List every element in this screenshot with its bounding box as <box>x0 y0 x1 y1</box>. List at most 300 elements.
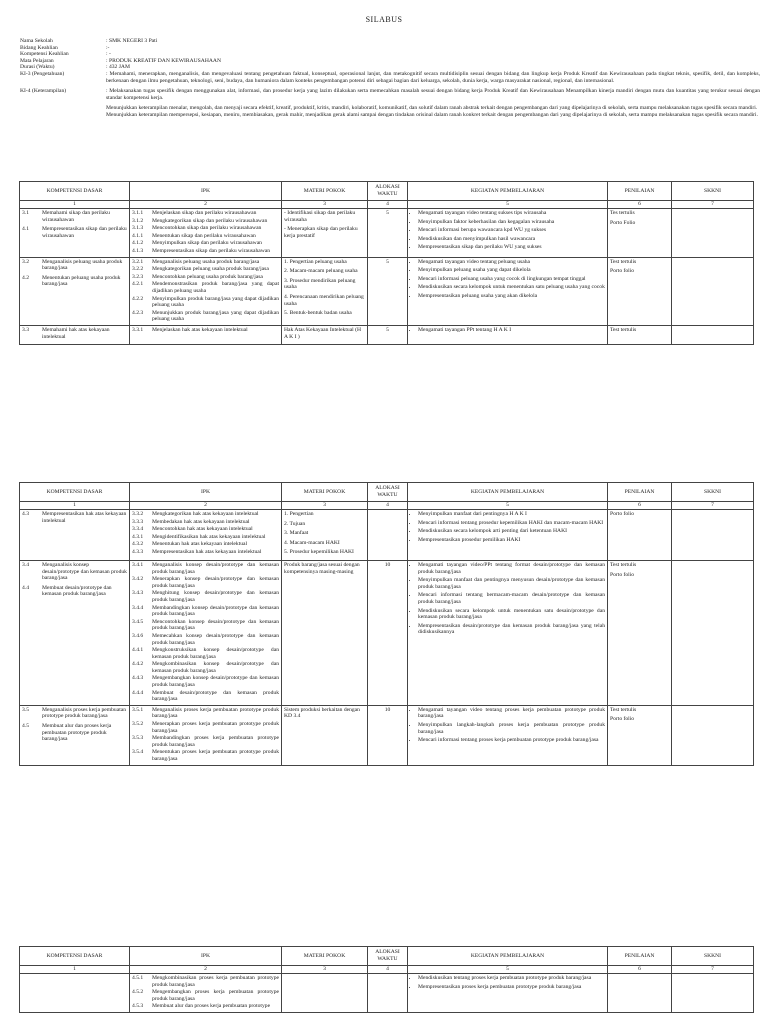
kegiatan-list <box>410 327 605 334</box>
ipk-number: 3.3.4 <box>132 526 144 533</box>
penilaian-item: Porto folio <box>610 716 635 723</box>
header-row <box>20 483 754 502</box>
kegiatan-item: • Mendiskusikan secara kelompok untuk menentukan satu desain/prototype dan kemasan produk barang/jasa <box>418 608 605 621</box>
ipk-number: 4.3.3 <box>132 548 144 555</box>
kd-text: Menganalisis proses kerja pembuatan prototype produk barang/jasa <box>42 706 127 720</box>
ipk-text: Menunjukkan produk barang/jasa yang dapat dijadikan peluang usaha <box>152 309 279 323</box>
meta-row <box>20 38 760 45</box>
cell-materi-pokok <box>282 510 368 561</box>
header-kompetensi-dasar: KOMPETENSI DASAR <box>20 947 130 966</box>
cell-penilaian <box>608 705 672 765</box>
ipk-text: Mencontohkan konsep desain/prototype dan kemasan produk barang/jasa <box>152 618 279 632</box>
materi-item: Hak Atas Kekayaan Intelektual (H A K I ) <box>284 326 362 340</box>
materi-item: 3. Manfaat <box>284 530 309 537</box>
ipk-item <box>132 225 279 232</box>
header-row <box>20 947 754 966</box>
column-number-row <box>20 966 754 974</box>
ipk-number: 3.4.1 <box>132 561 144 568</box>
kegiatan-item: • Mengamati tayangan video tentang peluang usaha <box>418 259 605 266</box>
column-number: 2 <box>130 966 282 974</box>
syllabus-table-3 <box>19 946 754 1013</box>
cell-skkni <box>672 325 754 344</box>
column-number: 7 <box>672 966 754 974</box>
kegiatan-item: • Menyimpulkan manfaat dan pentingnya menyusun desain/prototype dan kemasan produk barang/jasa <box>418 577 605 590</box>
ipk-item <box>132 240 279 247</box>
meta-key: Nama Sekolah <box>20 38 53 44</box>
header-ipk: IPK <box>130 182 282 201</box>
ipk-text: Mengkategorikan sikap dan perilaku wirausahawan <box>152 217 268 224</box>
penilaian-item: Test tertulis <box>610 561 637 568</box>
ipk-text: Menganalisis peluang usaha produk barang/jasa <box>152 258 260 265</box>
penilaian-item: Porto Folio <box>610 219 636 226</box>
ipk-text: Menerapkan proses kerja pembuatan prototype produk barang/jasa <box>152 721 279 734</box>
cell-alokasi-waktu: 5 <box>368 209 408 258</box>
cell-kompetensi-dasar <box>20 510 130 561</box>
syllabus-metadata <box>20 38 760 119</box>
ipk-item <box>132 690 279 703</box>
cell-ipk <box>130 560 282 705</box>
ipk-text: Menjelaskan hak atas kekayaan intelektual <box>152 326 248 333</box>
cell-ipk <box>130 209 282 258</box>
kegiatan-list <box>410 562 605 636</box>
kegiatan-item: • Menyimpulkan faktor keberhasilan dan kegagalan wirausaha <box>418 219 605 226</box>
ipk-number: 3.4.2 <box>132 576 144 583</box>
kd-item <box>22 226 127 239</box>
cell-kompetensi-dasar <box>20 560 130 705</box>
header-penilaian: PENILAIAN <box>608 182 672 201</box>
cell-materi-pokok <box>282 560 368 705</box>
ipk-number: 3.5.2 <box>132 721 144 728</box>
cell-skkni <box>672 510 754 561</box>
ipk-number: 4.4.2 <box>132 661 144 668</box>
cell-kompetensi-dasar <box>20 325 130 344</box>
cell-ipk <box>130 257 282 325</box>
penilaian-item: Porto folio <box>610 268 635 275</box>
kd-text: Memahami sikap dan perilaku wirausahawan <box>42 210 110 223</box>
kegiatan-list <box>410 707 605 744</box>
kegiatan-item: • Mencari informasi tentang proses kerja pembuatan prototype produk barang/jasa <box>418 737 605 744</box>
meta-row <box>20 64 760 71</box>
header-alokasi-waktu: ALOKASI WAKTU <box>368 947 408 966</box>
ipk-number: 3.3.1 <box>132 326 144 333</box>
kd-item <box>22 511 127 524</box>
ipk-item <box>132 735 279 748</box>
table-row <box>20 325 754 344</box>
header-penilaian: PENILAIAN <box>608 483 672 502</box>
header-row <box>20 182 754 201</box>
kd-text: Menganalisis peluang usaha produk barang/jasa <box>42 258 123 272</box>
ipk-item <box>132 526 279 533</box>
ipk-item <box>132 647 279 660</box>
column-number: 5 <box>408 502 608 510</box>
ipk-text: Membedakan hak atas kekayaan intelektual <box>152 518 250 525</box>
ipk-text: Menentukan sikap dan perilaku wirausahawan <box>152 232 256 239</box>
header-kompetensi-dasar: KOMPETENSI DASAR <box>20 483 130 502</box>
kd-number: 4.1 <box>22 226 29 233</box>
ipk-text: Mempresentasikan sikap dan perilaku wirausahawan <box>152 247 271 254</box>
ipk-item <box>132 549 279 556</box>
meta-key: Kompetensi Keahlian <box>20 51 69 58</box>
cell-ipk <box>130 974 282 1013</box>
kd-text: Memahami hak atas kekayaan intelektual <box>42 326 110 340</box>
kegiatan-item: • Mempresentasikan peluang usaha yang akan dikelola <box>418 293 605 300</box>
ipk-item <box>132 519 279 526</box>
header-penilaian: PENILAIAN <box>608 947 672 966</box>
kd-number: 3.5 <box>22 706 29 713</box>
ipk-text: Menyimpulkan sikap dan perilaku wirausahawan <box>152 240 262 247</box>
header-kompetensi-dasar: KOMPETENSI DASAR <box>20 182 130 201</box>
header-kegiatan-pembelajaran: KEGIATAN PEMBELAJARAN <box>408 947 608 966</box>
kd-number: 4.5 <box>22 723 29 730</box>
column-number: 4 <box>368 201 408 209</box>
cell-penilaian <box>608 257 672 325</box>
meta-key: KI-3 (Pengetahuan) <box>20 70 65 77</box>
cell-kegiatan-pembelajaran <box>408 325 608 344</box>
cell-kompetensi-dasar <box>20 257 130 325</box>
ipk-number: 3.5.4 <box>132 749 144 756</box>
materi-item: 1. Pengertian peluang usaha <box>284 258 347 265</box>
kegiatan-item: • Mempresentasikan sikap dan perilaku WU yang sukses <box>418 244 605 251</box>
ipk-number: 3.5.1 <box>132 706 144 713</box>
cell-kegiatan-pembelajaran <box>408 257 608 325</box>
ipk-number: 3.2.3 <box>132 273 144 280</box>
cell-penilaian <box>608 325 672 344</box>
materi-item: Sistem produksi berkaitan dengan KD 3.4 <box>284 706 360 720</box>
ipk-number: 3.5.3 <box>132 735 144 742</box>
penilaian-item: Tes tertulis <box>610 210 635 216</box>
ipk-number: 3.4.5 <box>132 618 144 625</box>
kegiatan-item: • Mengamati tayangan video/PPt tentang format desain/prototype dan kemasan produk barang/jasa <box>418 562 605 575</box>
ipk-item <box>132 1003 279 1010</box>
ipk-number: 3.2.2 <box>132 266 144 273</box>
ipk-number: 3.4.3 <box>132 590 144 597</box>
cell-penilaian <box>608 560 672 705</box>
materi-item: 2. Macam-macam peluang usaha <box>284 268 358 275</box>
kegiatan-item: • Mencari informasi tentang prosedur kepemilikan HAKI dan macam-macam HAKI <box>418 520 605 527</box>
meta-row <box>20 51 760 58</box>
ipk-text: Membandingkan konsep desain/prototype dan kemasan produk barang/jasa <box>152 604 279 618</box>
header-skkni: SKKNI <box>672 182 754 201</box>
ipk-item <box>132 975 279 988</box>
table-row <box>20 209 754 258</box>
ipk-text: Mencontohkan hak atas kekayaan intelektual <box>152 526 253 533</box>
ipk-item <box>132 233 279 240</box>
column-number-row <box>20 201 754 209</box>
ipk-number: 4.3.1 <box>132 533 144 540</box>
meta-value: : - <box>106 51 111 58</box>
table-row <box>20 705 754 765</box>
ipk-text: Mendemonstrasikan produk barang/jasa yang dapat dijadikan peluang usaha <box>152 281 279 294</box>
ipk-item <box>132 989 279 1002</box>
ipk-number: 3.4.4 <box>132 604 144 611</box>
ipk-text: Mengembangkan konsep desain/prototype dan kemasan produk barang/jasa <box>152 675 279 689</box>
ipk-text: Mencontohkan sikap dan perilaku wirausahawan <box>152 225 262 232</box>
kegiatan-item: • Mempresentasikan proses kerja pembuatan prototype produk barang/jasa <box>418 984 605 991</box>
cell-kegiatan-pembelajaran <box>408 705 608 765</box>
column-number: 2 <box>130 201 282 209</box>
ipk-number: 4.1.1 <box>132 232 144 239</box>
kegiatan-item: • Mencari informasi tentang bermacam-macam desain/prototype dan kemasan produk barang/jasa <box>418 592 605 605</box>
materi-item: 5. Bentuk-bentuk badan usaha <box>284 310 352 317</box>
header-alokasi-waktu: ALOKASI WAKTU <box>368 483 408 502</box>
table-row <box>20 560 754 705</box>
header-skkni: SKKNI <box>672 947 754 966</box>
ipk-text: Menganalisis konsep desain/prototype dan kemasan produk barang/jasa <box>152 561 279 575</box>
header-skkni: SKKNI <box>672 483 754 502</box>
cell-materi-pokok <box>282 257 368 325</box>
column-number: 6 <box>608 966 672 974</box>
header-ipk: IPK <box>130 483 282 502</box>
column-number: 3 <box>282 201 368 209</box>
kd-text: Mempresentasikan hak atas kekayaan intelektual <box>42 511 127 524</box>
ipk-text: Menjelaskan sikap dan perilaku wirausahawan <box>152 210 257 216</box>
kd-text: Mempresentasikan sikap dan perilaku wirausahawan <box>42 226 127 239</box>
ipk-number: 4.5.2 <box>132 989 144 996</box>
cell-alokasi-waktu <box>368 974 408 1013</box>
syllabus-table-2 <box>19 482 754 766</box>
cell-materi-pokok <box>282 209 368 258</box>
penilaian-item: Test tertulis <box>610 326 637 333</box>
materi-item: 4. Macam-macam HAKI <box>284 539 340 546</box>
ipk-text: Mengkategorikan hak atas kekayaan intelektual <box>152 511 259 517</box>
kegiatan-item: • Mempresentasikan prosedur pemilikan HAKI <box>418 537 605 544</box>
meta-value: : Memahami, menerapkan, menganalisis, dan mengevaluasi tentang pengetahuan faktual, konseptual, operasional lanjut, dan metakognitif secara multidisiplin sesuai dengan bidang dan lingkup kerja Produk Kreatif dan Kewirausahaan pada tingkat teknis, spesifik, detil, dan kompleks, berkenaan dengan ilmu pengetahuan, teknologi, seni, budaya, dan humaniora dalam konteks pengembangan potensi diri sebagai bagian dari keluarga, sekolah, dunia kerja, warga masyarakat nasional, regional, dan internasional. <box>106 70 760 84</box>
meta-row <box>20 58 760 65</box>
cell-kegiatan-pembelajaran <box>408 974 608 1013</box>
ki4-paragraph-2: Menunjukkan keterampilan mempersepsi, kesiapan, meniru, membiasakan, gerak mahir, menjadikan gerak alami sampai dengan tindakan orisinal dalam ranah konkret terkait dengan pengembangan dari yang dipelajarinya di sekolah, serta mampu melaksanakan tugas spesifik secara mandiri. <box>106 111 758 118</box>
kegiatan-list <box>410 511 605 543</box>
meta-key: KI-4 (Keterampilan) <box>20 88 67 95</box>
penilaian-item: Test tertulis <box>610 258 637 265</box>
kd-item <box>22 707 127 720</box>
meta-key: Bidang Keahlian <box>20 44 58 51</box>
kd-item <box>22 723 127 743</box>
meta-value: :- <box>106 44 110 51</box>
materi-item: - Identifikasi sikap dan perilaku wirausaha <box>284 210 356 223</box>
ipk-item <box>132 266 279 273</box>
meta-row <box>20 45 760 52</box>
kegiatan-item: • Mendiskusikan dan menyimpulkan hasil wawancara <box>418 236 605 243</box>
ipk-item <box>132 661 279 674</box>
ipk-text: Mencontohkan peluang usaha produk barang/jasa <box>152 273 263 280</box>
cell-kompetensi-dasar <box>20 209 130 258</box>
column-number: 4 <box>368 966 408 974</box>
materi-item: 3. Prosedur mendirikan peluang usaha <box>284 277 356 291</box>
kd-item <box>22 259 127 272</box>
column-number: 1 <box>20 201 130 209</box>
kd-number: 4.2 <box>22 274 29 281</box>
ipk-number: 3.4.6 <box>132 632 144 639</box>
header-kegiatan-pembelajaran: KEGIATAN PEMBELAJARAN <box>408 483 608 502</box>
header-materi-pokok: MATERI POKOK <box>282 182 368 201</box>
kegiatan-item: • Menyimpulkan manfaat dari pentingnya H A K I <box>418 511 605 518</box>
ipk-item <box>132 534 279 541</box>
ipk-text: Mengkombinasikan proses kerja pembuatan prototype produk barang/jasa <box>152 975 279 988</box>
ipk-item <box>132 281 279 294</box>
materi-item: 5. Prosedur kepemilikan HAKI <box>284 549 354 556</box>
cell-alokasi-waktu: 10 <box>368 560 408 705</box>
page-title: SILABUS <box>365 15 403 24</box>
ipk-item <box>132 218 279 225</box>
ipk-text: Memecahkan konsep desain/prototype dan kemasan produk barang/jasa <box>152 632 279 646</box>
ipk-item <box>132 310 279 323</box>
materi-item: Produk barang/jasa sesuai dengan kompetensinya masing-masing <box>284 561 360 575</box>
ipk-text: Mengkombinasikan konsep desain/prototype dan kemasan produk barang/jasa <box>152 661 279 674</box>
kegiatan-item: • Mendiskusikan tentang proses kerja pembuatan prototype produk barang/jasa <box>418 975 605 982</box>
table-row <box>20 974 754 1013</box>
ipk-item <box>132 749 279 762</box>
ipk-item <box>132 541 279 548</box>
ipk-text: Mengkategorikan peluang usaha produk barang/jasa <box>152 266 269 273</box>
kd-item <box>22 210 127 223</box>
penilaian-item: Porto folio <box>610 571 635 578</box>
cell-ipk <box>130 705 282 765</box>
kegiatan-item: • Mengamati tayangan video tentang proses kerja pembuatan prototype produk barang/jasa <box>418 707 605 720</box>
meta-key: Mata Pelajaran <box>20 57 54 64</box>
ipk-number: 4.2.1 <box>132 281 144 288</box>
kd-item <box>22 275 127 288</box>
kegiatan-item: • Mempresentasikan desain/prototype dan kemasan produk barang/jasa yang telah didiskusikannya <box>418 623 605 636</box>
cell-kompetensi-dasar <box>20 974 130 1013</box>
table-row <box>20 257 754 325</box>
kd-number: 3.3 <box>22 326 29 333</box>
column-number: 6 <box>608 201 672 209</box>
column-number-row <box>20 502 754 510</box>
cell-skkni <box>672 974 754 1013</box>
ipk-item <box>132 721 279 734</box>
ipk-number: 4.4.1 <box>132 647 144 654</box>
ipk-number: 3.2.1 <box>132 258 144 265</box>
column-number: 7 <box>672 201 754 209</box>
cell-materi-pokok <box>282 325 368 344</box>
cell-skkni <box>672 560 754 705</box>
ipk-number: 4.1.3 <box>132 247 144 254</box>
ipk-item <box>132 327 279 334</box>
ipk-number: 4.4.3 <box>132 675 144 682</box>
ipk-number: 3.1.2 <box>132 217 144 224</box>
kd-text: Menentukan peluang usaha produk barang/jasa <box>42 274 121 288</box>
ipk-number: 3.3.3 <box>132 518 144 525</box>
materi-item: 4. Perencanaan mendirikan peluang usaha <box>284 293 364 307</box>
kd-text: Membuat alur dan proses kerja pembuatan prototype produk barang/jasa <box>42 723 112 743</box>
cell-penilaian <box>608 209 672 258</box>
kegiatan-item: • Mengamati tayangan PPt tentang H A K I <box>418 327 605 334</box>
kd-text: Membuat desain/prototype dan kemasan produk barang/jasa <box>42 584 112 598</box>
ipk-text: Mengembangkan proses kerja pembuatan prototype produk barang/jasa <box>152 989 279 1002</box>
ipk-text: Menghitung konsep desain/prototype dan kemasan produk barang/jasa <box>152 590 279 603</box>
penilaian-item: Test tertulis <box>610 706 637 713</box>
cell-alokasi-waktu: 5 <box>368 325 408 344</box>
ipk-item <box>132 605 279 618</box>
ipk-item <box>132 619 279 632</box>
kegiatan-item: • Mendiskusikan secara kelompok untuk menentukan satu peluang usaha yang cocok <box>418 284 605 291</box>
kegiatan-item: • Mengamati tayangan video tentang sukses tips wirausaha <box>418 210 605 217</box>
ipk-number: 3.1.3 <box>132 225 144 232</box>
ipk-text: Mengidentifikasikan hak atas kekayaan intelektual <box>152 533 266 540</box>
materi-item: 2. Tujuan <box>284 520 306 527</box>
cell-ipk <box>130 325 282 344</box>
materi-item: 1. Pengertian <box>284 511 314 517</box>
ipk-number: 4.5.3 <box>132 1003 144 1010</box>
ipk-text: Membuat alur dan proses kerja pembuatan prototype <box>152 1003 271 1010</box>
ipk-item <box>132 576 279 589</box>
ipk-number: 4.3.2 <box>132 541 144 548</box>
table-row <box>20 510 754 561</box>
meta-row-ki4 <box>20 88 760 101</box>
ipk-item <box>132 562 279 575</box>
column-number: 5 <box>408 201 608 209</box>
cell-materi-pokok <box>282 974 368 1013</box>
ipk-item <box>132 296 279 309</box>
cell-ipk <box>130 510 282 561</box>
cell-alokasi-waktu: 5 <box>368 257 408 325</box>
ipk-number: 4.2.3 <box>132 309 144 316</box>
syllabus-table-1 <box>19 181 754 345</box>
ipk-item <box>132 633 279 646</box>
cell-skkni <box>672 257 754 325</box>
kd-text: Menganalisis konsep desain/prototype dan kemasan produk barang/jasa <box>42 561 127 582</box>
ipk-number: 3.1.1 <box>132 210 144 216</box>
ipk-item <box>132 675 279 688</box>
ipk-item <box>132 707 279 720</box>
kd-item <box>22 585 127 598</box>
kd-number: 3.1 <box>22 210 29 216</box>
kd-item <box>22 327 127 340</box>
header-kegiatan-pembelajaran: KEGIATAN PEMBELAJARAN <box>408 182 608 201</box>
cell-kompetensi-dasar <box>20 705 130 765</box>
header-materi-pokok: MATERI POKOK <box>282 483 368 502</box>
ipk-text: Menentukan hak atas kekayaan intelektual <box>152 541 248 548</box>
cell-penilaian <box>608 510 672 561</box>
ki4-paragraph-1: Menunjukkan keterampilan menalar, mengolah, dan menyaji secara efektif, kreatif, produktif, kritis, mandiri, kolaboratif, komunikatif, dan solutif dalam ranah abstrak terkait dengan pengembangan dari yang dipelajarinya di sekolah, serta mampu melaksanakan tugas spesifik secara mandiri. <box>106 105 758 112</box>
column-number: 6 <box>608 502 672 510</box>
ipk-text: Membuat desain/prototype dan kemasan produk barang/jasa <box>152 689 279 703</box>
kegiatan-list <box>410 259 605 300</box>
ipk-number: 4.1.2 <box>132 240 144 247</box>
column-number: 7 <box>672 502 754 510</box>
kd-number: 3.4 <box>22 561 29 568</box>
ipk-item <box>132 248 279 255</box>
header-ipk: IPK <box>130 947 282 966</box>
kegiatan-list <box>410 210 605 251</box>
ipk-text: Membandingkan proses kerja pembuatan prototype produk barang/jasa <box>152 735 279 748</box>
materi-item: - Menerapkan sikap dan perilaku kerja prestatif <box>284 226 358 239</box>
kd-number: 4.3 <box>22 511 29 517</box>
ipk-item <box>132 210 279 217</box>
kd-number: 4.4 <box>22 584 29 591</box>
column-number: 1 <box>20 966 130 974</box>
cell-skkni <box>672 705 754 765</box>
cell-penilaian <box>608 974 672 1013</box>
ipk-number: 4.5.1 <box>132 975 144 981</box>
cell-alokasi-waktu: 10 <box>368 705 408 765</box>
kegiatan-item: • Mencari informasi peluang usaha yang cocok di lingkungan tempat tinggal <box>418 276 605 283</box>
ipk-text: Menerapkan konsep desain/prototype dan kemasan produk barang/jasa <box>152 576 279 589</box>
ipk-item <box>132 259 279 266</box>
column-number: 1 <box>20 502 130 510</box>
kegiatan-item: • Mencari informasi berupa wawancara kpd WU yg sukses <box>418 227 605 234</box>
cell-skkni <box>672 209 754 258</box>
kegiatan-list <box>410 975 605 990</box>
ipk-number: 4.4.4 <box>132 689 144 696</box>
ipk-number: 3.3.2 <box>132 511 144 517</box>
cell-kegiatan-pembelajaran <box>408 510 608 561</box>
cell-kegiatan-pembelajaran <box>408 560 608 705</box>
column-number: 5 <box>408 966 608 974</box>
meta-value: : SMK NEGERI 3 Pati <box>106 38 158 44</box>
header-alokasi-waktu: ALOKASI WAKTU <box>368 182 408 201</box>
ipk-text: Menentukan proses kerja pembuatan prototype produk barang/jasa <box>152 749 279 762</box>
